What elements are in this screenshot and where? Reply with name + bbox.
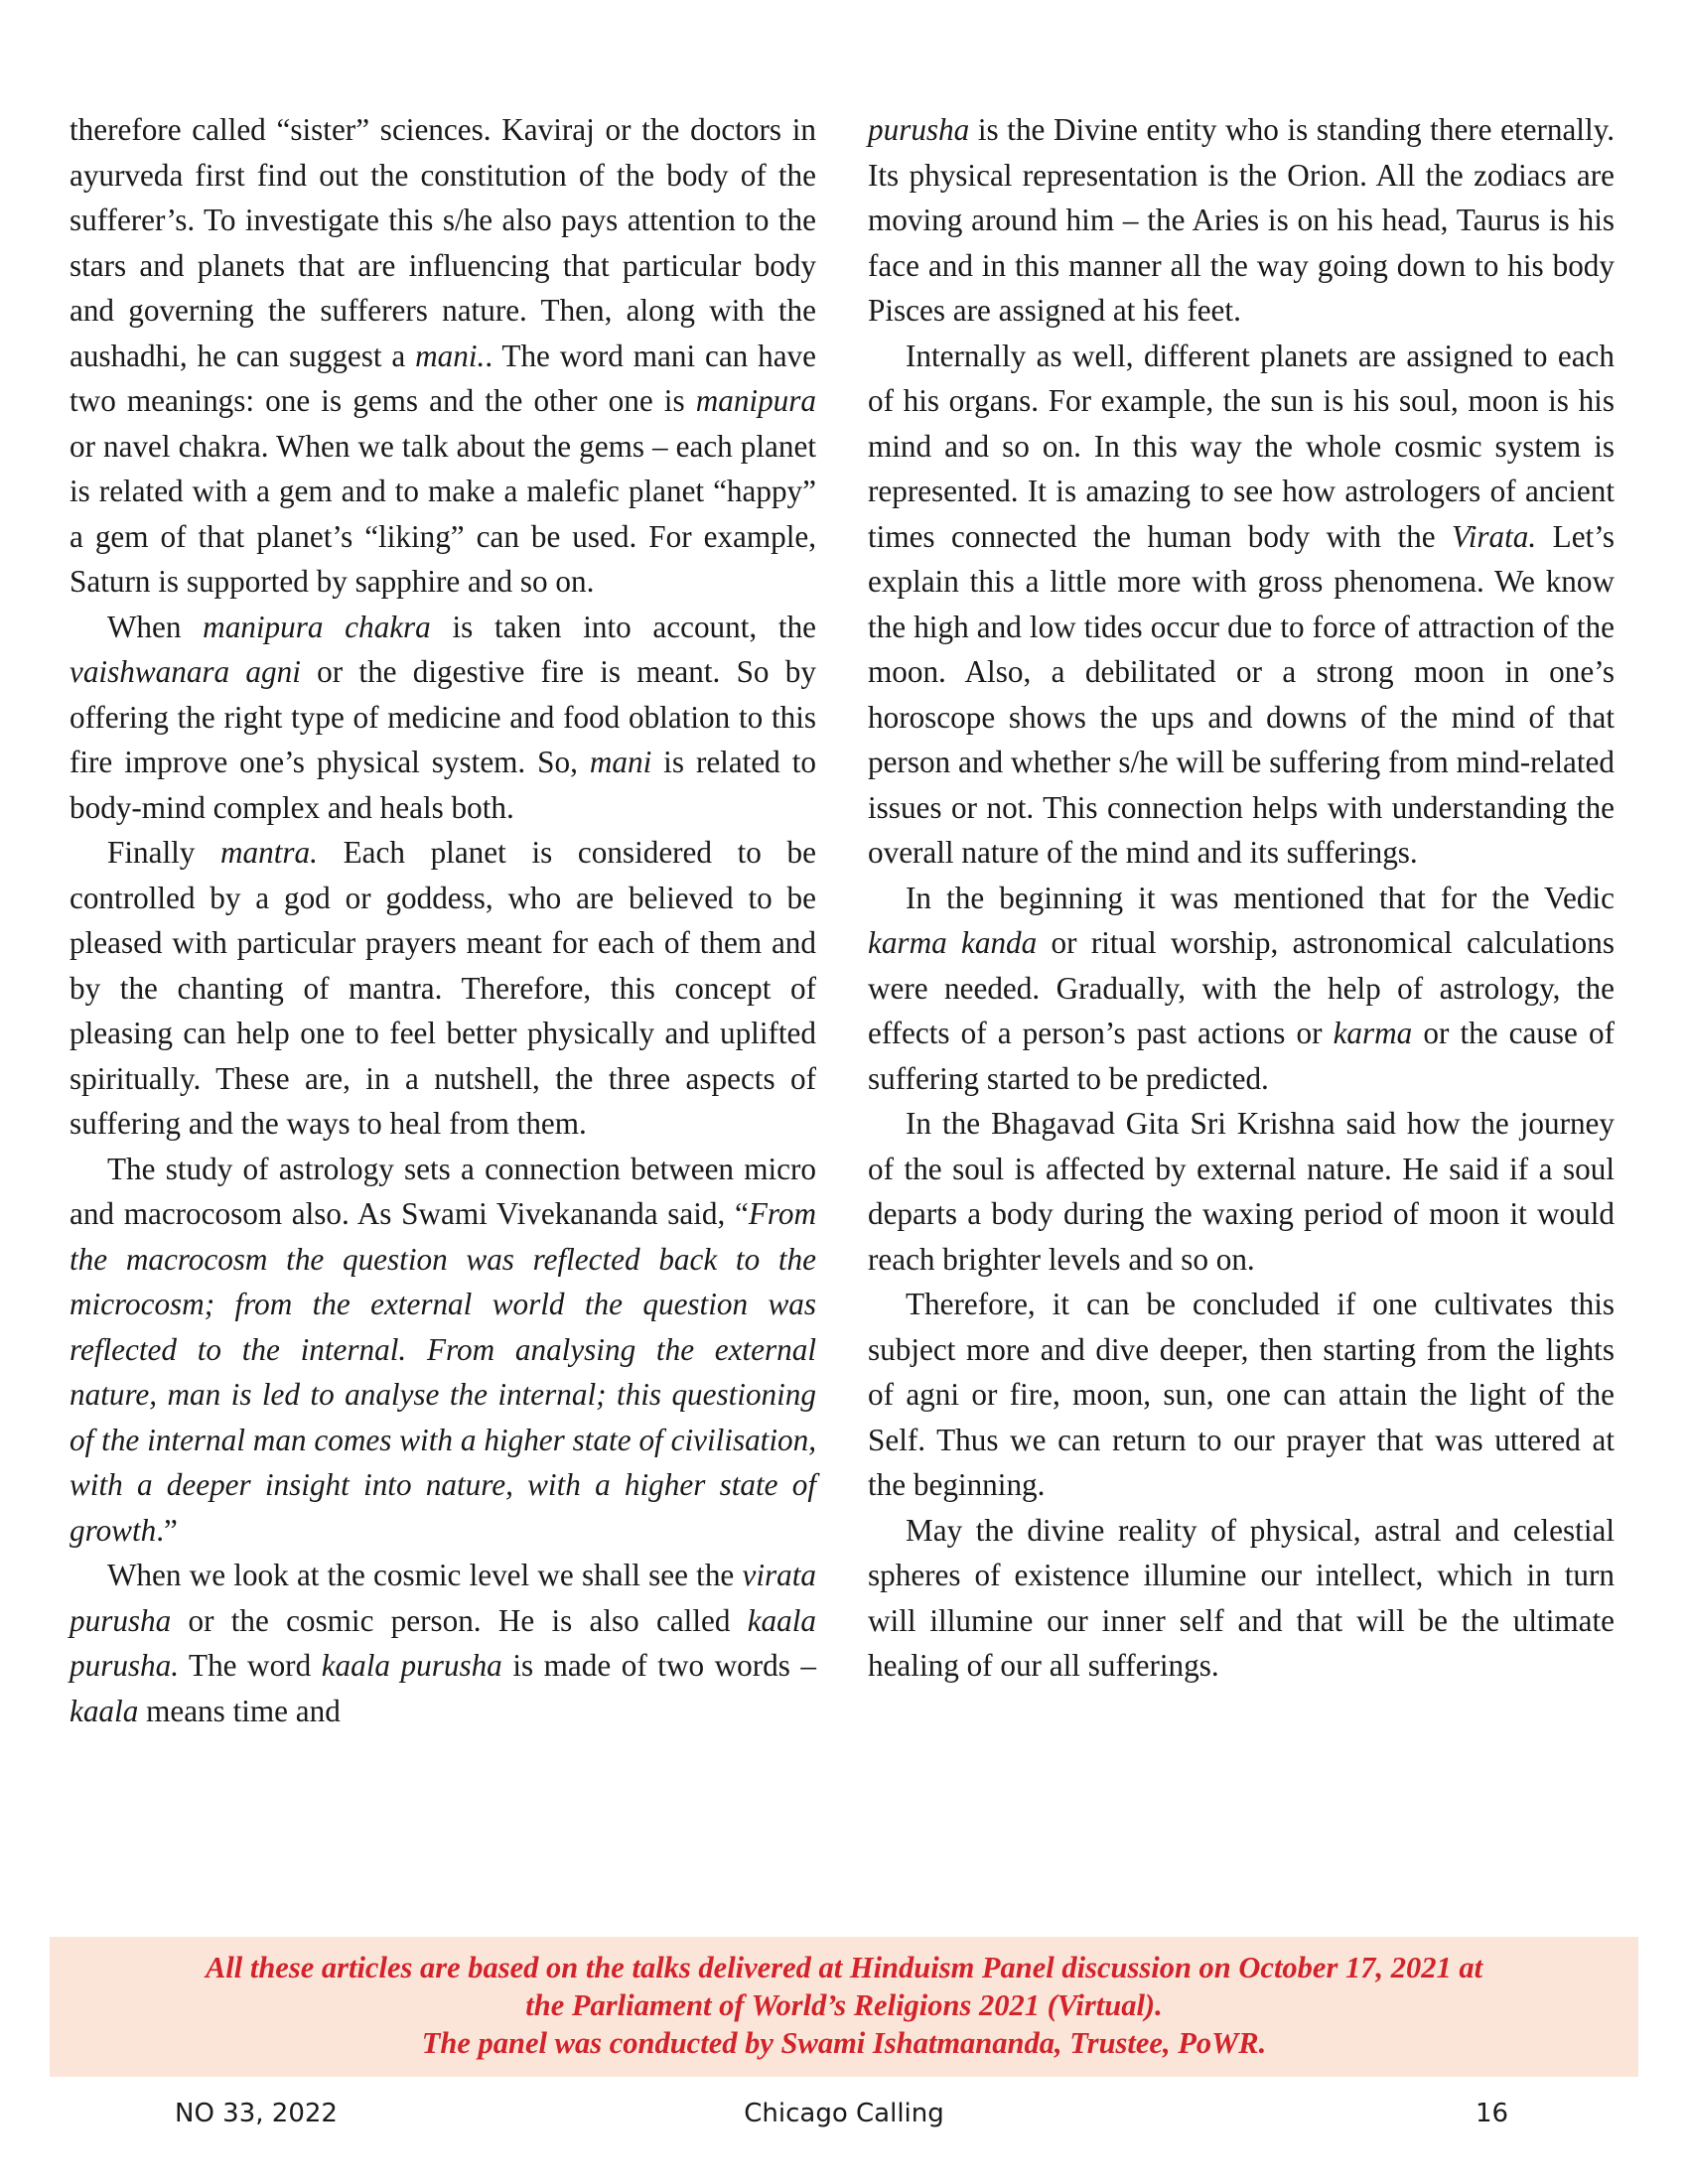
left-paragraph-3: Finally mantra. Each planet is considered to be controlled by a god or goddess, who are believed to be pleased with particular prayers meant for each of them and by the chanting of mantra. Therefore, this concept of pleasing can help one to feel better physically and uplifted spiritually. These are, in a nutshell, the three aspects of suffering and the ways to heal from them.	[70, 835, 816, 1141]
right-paragraph-4: In the Bhagavad Gita Sri Krishna said how the journey of the soul is affected by external nature. He said if a soul departs a body during the waxing period of moon it would reach brighter levels and so on.	[868, 1106, 1615, 1277]
left-paragraph-1: therefore called “sister” sciences. Kaviraj or the doctors in ayurveda first find out the constitution of the body of the sufferer’s. To investigate this s/he also pays attention to the stars and planets that are influencing that particular body and governing the sufferers nature. Then, along with the aushadhi, he can suggest a mani.. The word mani can have two meanings: one is gems and the other one is manipura or navel chakra. When we talk about the gems – each planet is related with a gem and to make a malefic planet “happy” a gem of that planet’s “liking” can be used. For example, Saturn is supported by sapphire and so on.	[70, 112, 816, 599]
footer-page-number: 16	[1476, 2099, 1509, 2128]
left-paragraph-5: When we look at the cosmic level we shall see the virata purusha or the cosmic person. He is also called kaala purusha. The word kaala purusha is made of two words – kaala means time and	[70, 1558, 816, 1728]
footer-publication-title: Chicago Calling	[744, 2099, 944, 2128]
right-column	[868, 107, 1615, 1689]
right-paragraph-1: purusha is the Divine entity who is standing there eternally. Its physical representation is the Orion. All the zodiacs are moving around him – the Aries is on his head, Taurus is his face and in this manner all the way going down to his body Pisces are assigned at his feet.	[868, 112, 1615, 328]
banner-line-1: All these articles are based on the talks delivered at Hinduism Panel discussion on October 17, 2021 at	[205, 1951, 1483, 1984]
left-column	[70, 107, 816, 1733]
page-footer	[0, 2099, 1688, 2134]
footer-issue: NO 33, 2022	[175, 2099, 338, 2128]
left-paragraph-2: When manipura chakra is taken into account, the vaishwanara agni or the digestive fire is meant. So by offering the right type of medicine and food oblation to this fire improve one’s physical system. So, mani is related to body-mind complex and heals both.	[70, 609, 817, 825]
right-paragraph-5: Therefore, it can be concluded if one cultivates this subject more and dive deeper, then starting from the lights of agni or fire, moon, sun, one can attain the light of the Self. Thus we can return to our prayer that was uttered at the beginning.	[868, 1287, 1615, 1502]
right-paragraph-3: In the beginning it was mentioned that for the Vedic karma kanda or ritual worship, astronomical calculations were needed. Gradually, with the help of astrology, the effects of a person’s past actions or karma or the cause of suffering started to be predicted.	[868, 880, 1615, 1096]
talks-note-banner	[50, 1937, 1638, 2077]
right-paragraph-6: May the divine reality of physical, astral and celestial spheres of existence illumine our intellect, which in turn will illumine our inner self and that will be the ultimate healing of our all sufferings.	[868, 1512, 1615, 1683]
banner-line-2: the Parliament of World’s Religions 2021 (Virtual).	[525, 1988, 1163, 2022]
right-paragraph-2: Internally as well, different planets are assigned to each of his organs. For example, the sun is his soul, moon is his mind and so on. In this way the whole cosmic system is represented. It is amazing to see how astrologers of ancient times connected the human body with the Virata. Let’s explain this a little more with gross phenomena. We know the high and low tides occur due to force of attraction of the moon. Also, a debilitated or a strong moon in one’s horoscope shows the ups and downs of the mind of that person and whether s/he will be suffering from mind-related issues or not. This connection helps with understanding the overall nature of the mind and its sufferings.	[868, 338, 1616, 870]
banner-line-3: The panel was conducted by Swami Ishatmananda, Trustee, PoWR.	[421, 2026, 1267, 2060]
left-paragraph-4-quote: The study of astrology sets a connection between micro and macrocosom also. As Swami Vivekananda said, “From the macrocosm the question was reflected back to the microcosm; from the external world the question was reflected to the internal. From analysing the external nature, man is led to analyse the internal; this questioning of the internal man comes with a higher state of civilisation, with a deeper insight into nature, with a higher state of growth.”	[70, 1151, 816, 1548]
